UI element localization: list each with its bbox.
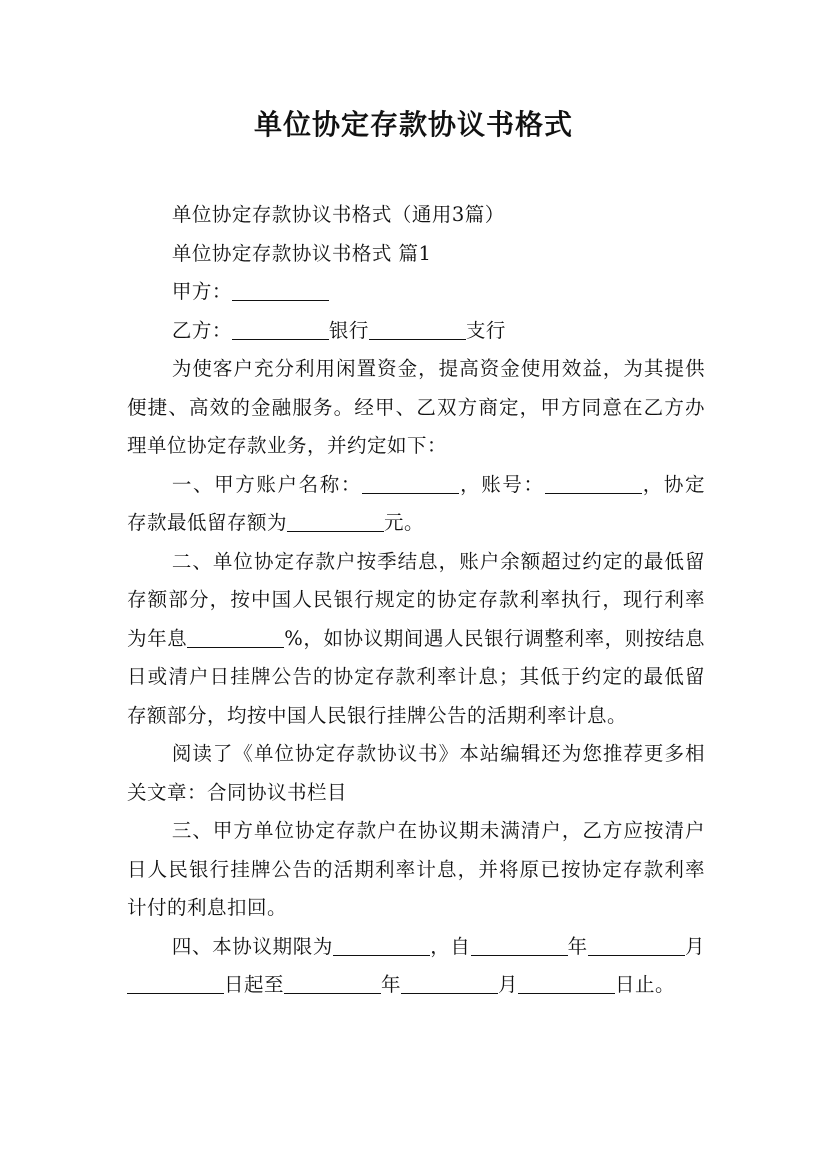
clause-2-part-b: %，如协议期间遇人民银行调整利率，则按结息日或清户日挂牌公告的协定存款利率计息；其低于约定的最低留存额部分，均按中国人民银行挂牌公告的活期利率计息。: [127, 626, 705, 727]
party-b-label: 乙方：: [171, 318, 232, 342]
account-name-blank: [362, 471, 459, 494]
party-b-bank-blank: [232, 317, 329, 340]
start-month-blank: [588, 933, 685, 956]
start-day-blank: [127, 971, 224, 994]
term-blank: [333, 933, 430, 956]
interest-rate-blank: [187, 625, 284, 648]
clause-2-part-a: 二、单位协定存款户按季结息，账户余额超过约定的最低留存额部分，按中国人民银行规定的协定存款利率执行，现行利率为年息: [127, 549, 705, 650]
document-body: [127, 196, 705, 1005]
clause-4-to-label: 日起至: [224, 973, 285, 996]
clause-2: [127, 543, 705, 736]
clause-4: [127, 928, 705, 1005]
section-heading: 单位协定存款协议书格式 篇1: [171, 241, 432, 265]
account-number-blank: [545, 471, 642, 494]
document-subtitle: 单位协定存款协议书格式（通用3篇）: [171, 203, 505, 226]
clause-4-term-label: 四、本协议期限为: [171, 934, 334, 958]
min-balance-blank: [287, 509, 384, 532]
document-title: 单位协定存款协议书格式: [253, 108, 573, 141]
clause-3: 三、甲方单位协定存款户在协议期未满清户，乙方应按清户日人民银行挂牌公告的活期利率计息，并将原已按协定存款利率计付的利息扣回。: [127, 819, 705, 919]
clause-4-end-month-label: 月: [498, 973, 519, 996]
party-b-line: [127, 312, 705, 351]
party-a-blank: [232, 278, 329, 301]
start-year-blank: [471, 933, 568, 956]
end-month-blank: [401, 971, 498, 994]
intro-paragraph: 为使客户充分利用闲置资金，提高资金使用效益，为其提供便捷、高效的金融服务。经甲、乙双方商定，甲方同意在乙方办理单位协定存款业务，并约定如下：: [127, 357, 705, 457]
clause-1: [127, 466, 705, 543]
recommend-paragraph: 阅读了《单位协定存款协议书》本站编辑还为您推荐更多相关文章：合同协议书栏目: [127, 742, 705, 804]
clause-4-month-label: 月: [684, 934, 705, 958]
clause-4-end-year-label: 年: [381, 973, 402, 996]
party-b-bank-text: 银行: [328, 318, 369, 342]
clause-1-account-number-label: ，账号：: [458, 472, 545, 496]
clause-1-unit: 元。: [384, 511, 425, 534]
clause-1-account-name-label: 一、甲方账户名称：: [171, 472, 362, 496]
end-year-blank: [284, 971, 381, 994]
party-b-branch-text: 支行: [465, 318, 506, 342]
party-b-branch-blank: [369, 317, 466, 340]
clause-4-end-label: 日止。: [615, 973, 676, 996]
clause-1-min-balance-label: ，协定存款最低留存额为: [127, 472, 705, 534]
party-a-label: 甲方：: [171, 280, 232, 303]
party-a-line: [127, 273, 705, 312]
clause-4-year-label: 年: [567, 934, 588, 958]
end-day-blank: [518, 971, 615, 994]
clause-4-from-label: ，自: [430, 934, 471, 958]
